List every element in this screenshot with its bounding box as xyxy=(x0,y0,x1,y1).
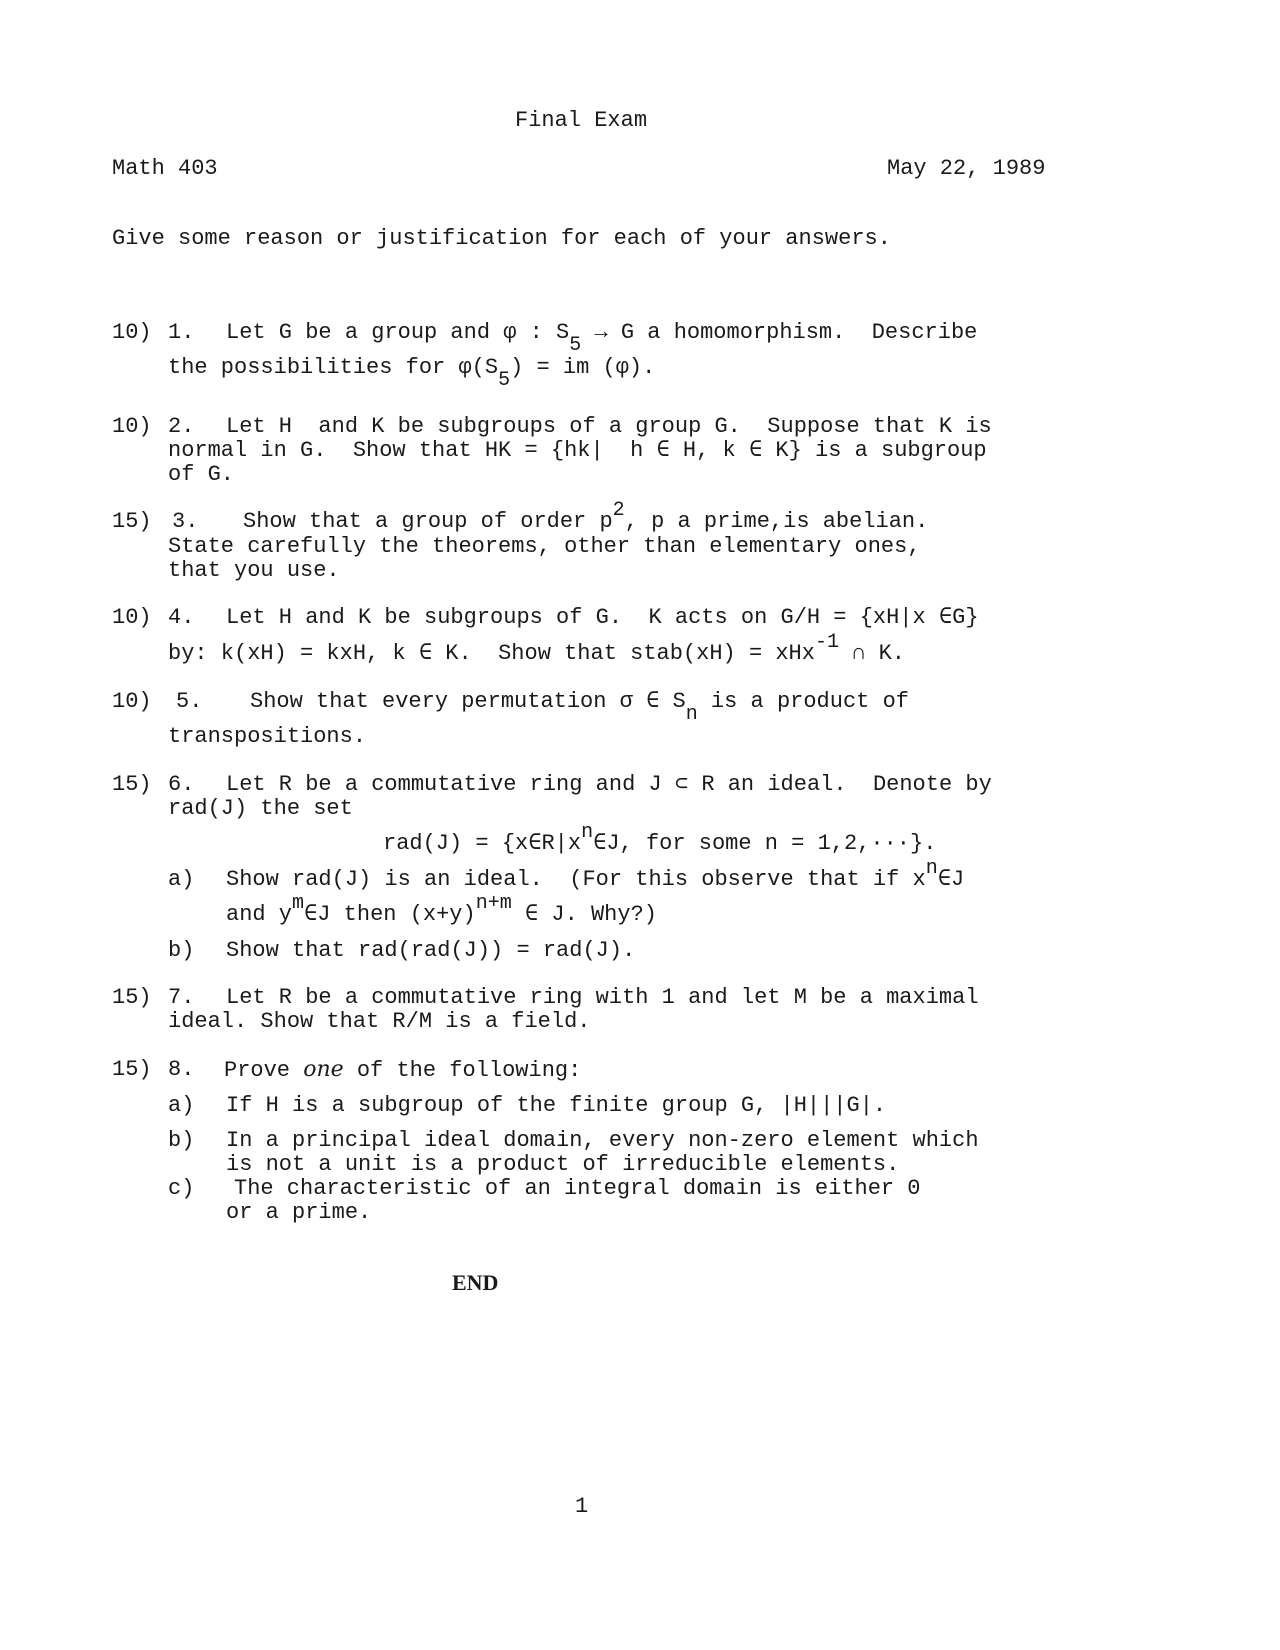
problem-8b-line-2: is not a unit is a product of irreducible elements. xyxy=(226,1152,900,1177)
problem-4-line-2: by: k(xH) = kxH, k ∈ K. Show that stab(xH) = xHx$^{-1}$ ∩ K. xyxy=(168,631,905,666)
problem-3-line-3: that you use. xyxy=(168,558,340,583)
instructions: Give some reason or justification for each of your answers. xyxy=(112,226,891,251)
problem-8b-label: b) xyxy=(168,1128,195,1153)
problem-1-line-2: the possibilities for $\varphi(S_5)$ = im (φ). xyxy=(168,355,656,392)
problem-2-line-1: Let H and K be subgroups of a group G. Suppose that K is xyxy=(226,414,992,439)
problem-5-number: 5. xyxy=(176,689,203,714)
problem-6b-label: b) xyxy=(168,938,195,963)
problem-1-points: 10) xyxy=(112,320,152,345)
problem-3-line-1: Show that a group of order $p^2$, p a prime,is abelian. xyxy=(243,499,929,534)
problem-3-line-2: State carefully the theorems, other than elementary ones, xyxy=(168,534,921,559)
problem-7-line-1: Let R be a commutative ring with 1 and let M be a maximal xyxy=(226,985,979,1010)
problem-6-number: 6. xyxy=(168,772,195,797)
problem-3-number: 3. xyxy=(172,509,199,534)
problem-8a-label: a) xyxy=(168,1093,195,1118)
problem-8a-text: If H is a subgroup of the finite group G, |H|||G|. xyxy=(226,1093,887,1118)
problem-6-formula: $rad(J) = \{x\in R|x^n\in J$, for some n = 1,2,···}. xyxy=(383,821,937,856)
problem-2-number: 2. xyxy=(168,414,195,439)
problem-7-number: 7. xyxy=(168,985,195,1010)
problem-7-line-2: ideal. Show that R/M is a field. xyxy=(168,1009,591,1034)
problem-6a-line-1: Show rad(J) is an ideal. (For this observe that if $x^n\in J$ xyxy=(226,857,965,892)
problem-8-number: 8. xyxy=(168,1057,195,1082)
problem-3-points: 15) xyxy=(112,509,152,534)
problem-4-number: 4. xyxy=(168,605,195,630)
problem-6a-label: a) xyxy=(168,867,195,892)
course-name: Math 403 xyxy=(112,156,218,181)
problem-6-line-2: rad(J) the set xyxy=(168,796,353,821)
problem-5-points: 10) xyxy=(112,689,152,714)
problem-8c-line-2: or a prime. xyxy=(226,1200,372,1225)
problem-6-points: 15) xyxy=(112,772,152,797)
problem-4-points: 10) xyxy=(112,605,152,630)
problem-2-line-3: of G. xyxy=(168,462,235,487)
page-number: 1 xyxy=(575,1494,589,1519)
problem-4-line-1: Let H and K be subgroups of G. K acts on G/H = {xH|x ∈G} xyxy=(226,605,979,630)
problem-2-points: 10) xyxy=(112,414,152,439)
problem-8c-label: c) xyxy=(168,1176,195,1201)
problem-6-line-1: Let R be a commutative ring and J ⊂ R an ideal. Denote by xyxy=(226,772,992,797)
problem-8b-line-1: In a principal ideal domain, every non-zero element which xyxy=(226,1128,979,1153)
problem-2-line-2: normal in G. Show that HK = {hk| h ∈ H, k ∈ K} is a subgroup xyxy=(168,438,987,463)
exam-date: May 22, 1989 xyxy=(887,156,1046,181)
problem-8-lead: Prove one of the following: xyxy=(224,1057,582,1083)
problem-6b-text: Show that rad(rad(J)) = rad(J). xyxy=(226,938,636,963)
problem-1-number: 1. xyxy=(168,320,195,345)
end-marker: END xyxy=(452,1270,499,1295)
problem-5-line-1: Show that every permutation σ ∈ $S_n$ is a product of xyxy=(250,689,909,726)
problem-5-line-2: transpositions. xyxy=(168,724,367,749)
problem-7-points: 15) xyxy=(112,985,152,1010)
problem-8-points: 15) xyxy=(112,1057,152,1082)
problem-1-line-1: Let G be a group and φ : $S_5 \to G$ a homomorphism. Describe xyxy=(226,320,978,357)
exam-title: Final Exam xyxy=(515,108,648,133)
problem-6a-line-2: and $y^m\in J$ then $(x+y)^{n+m}$ ∈ J. Why?) xyxy=(226,892,657,927)
problem-8c-line-1: The characteristic of an integral domain is either 0 xyxy=(234,1176,921,1201)
